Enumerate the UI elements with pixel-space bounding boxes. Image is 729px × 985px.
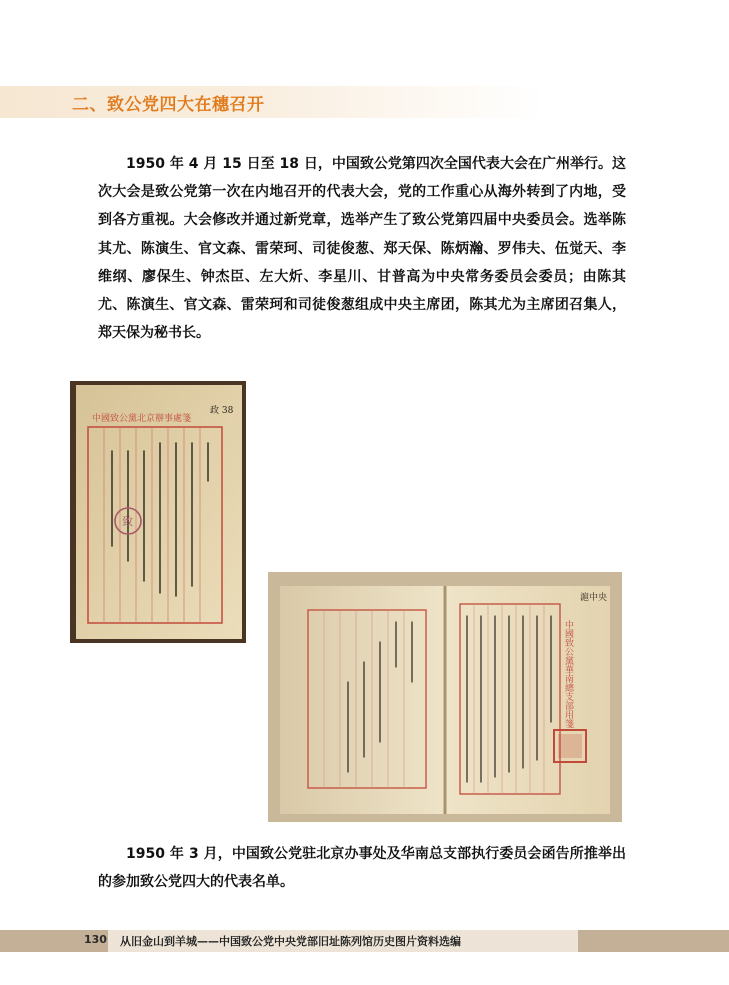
book-title: 从旧金山到羊城——中国致公党中央党部旧址陈列馆历史图片资料选编 (120, 935, 461, 948)
section-title: 二、致公党四大在穗召开 (72, 95, 265, 115)
document-2-illustration (268, 572, 622, 822)
document-1-illustration (70, 381, 246, 643)
document-1-header: 中國致公黨北京辦事處箋 (92, 414, 192, 424)
photo-caption: 1950 年 3 月，中国致公党驻北京办事处及华南总支部执行委员会函告所推举出的参加致公党四大的代表名单。 (98, 846, 626, 891)
document-1-archive-note: 政 38 (210, 406, 234, 416)
page-number: 130 (84, 933, 107, 946)
historical-document-photo-2 (268, 572, 622, 822)
footer-band-right (578, 930, 729, 952)
historical-document-photo-1 (70, 381, 246, 643)
document-1-stamp-text: 致 (122, 515, 133, 528)
document-2-header: 中國致公黨華南總支部用箋 (563, 620, 573, 728)
body-paragraph: 1950 年 4 月 15 日至 18 日，中国致公党第四次全国代表大会在广州举行。这次大会是致公党第一次在内地召开的代表大会，党的工作重心从海外转到了内地，受到各方重视。大会修改并通过新党章，选举产生了致公党第四届中央委员会。选举陈其尤、陈演生、官文森、雷荣珂、司徒俊葱、郑天保、陈炳瀚、罗伟夫、伍觉天、李维纲、廖保生、钟杰臣、左大炘、李星川、甘普高为中央常务委员会委员；由陈其尤、陈演生、官文森、雷荣珂和司徒俊葱组成中央主席团，陈其尤为主席团召集人，郑天保为秘书长。 (98, 156, 626, 342)
document-2-archive-note: 滬中央 (580, 593, 608, 603)
